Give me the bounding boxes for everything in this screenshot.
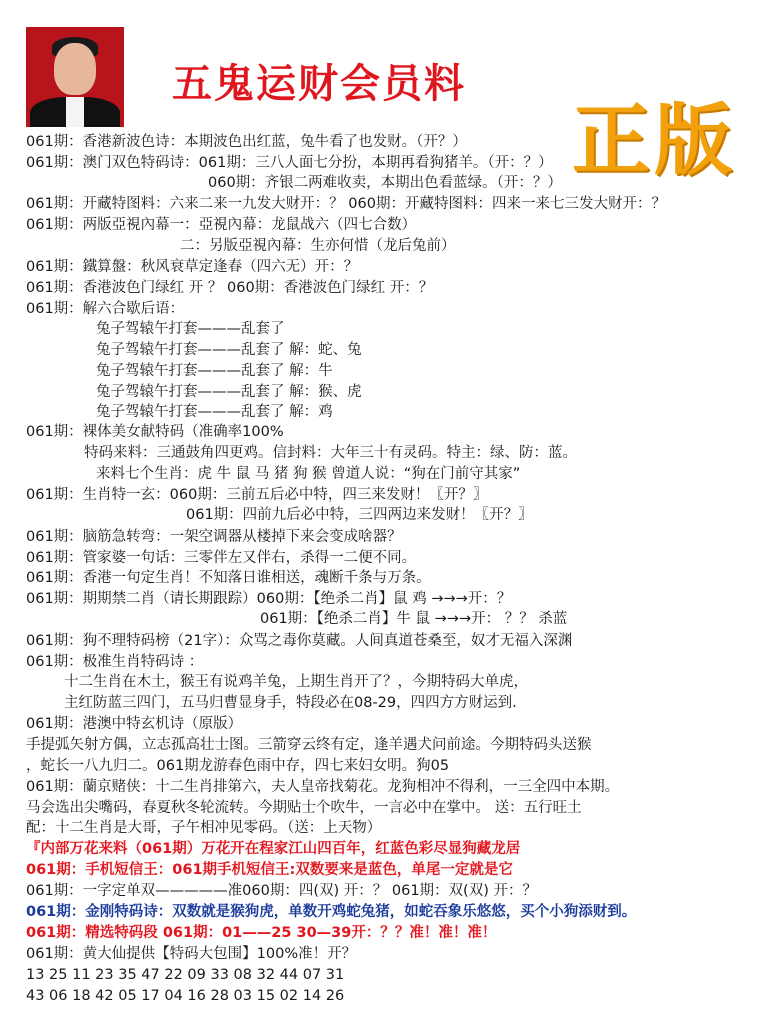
text-line: 来料七个生肖：虎 牛 鼠 马 猪 狗 猴 曾道人说：“狗在门前守其家”: [96, 466, 521, 482]
portrait-face: [54, 43, 96, 95]
text-line: 兔子驾辕午打套———乱套了: [96, 321, 285, 337]
text-line: 061期：澳门双色特码诗：061期：三八人面七分扮，本期再看狗猪羊。（开：？）: [26, 155, 553, 171]
text-line: 061期：香港新波色诗：本期波色出红蓝，兔牛看了也发财。（开？）: [26, 134, 467, 150]
text-line: 兔子驾辕午打套———乱套了 解：蛇、兔: [96, 342, 362, 358]
text-line: 13 25 11 23 35 47 22 09 33 08 32 44 07 31: [26, 967, 345, 983]
text-line: 二：另版亞視內幕：生亦何惜（龙后兔前）: [180, 238, 456, 254]
text-line: 061期：一字定单双—————准060期：四(双) 开：？ 061期：双(双) 开：？: [26, 883, 537, 899]
text-line: 061期：黄大仙提供【特码大包围】100%准！开？: [26, 946, 357, 962]
text-line: 061期：手机短信王：061期手机短信王:双数要来是蓝色，单尾一定就是它: [26, 862, 513, 878]
text-line: 兔子驾辕午打套———乱套了 解：鸡: [96, 404, 333, 420]
text-line: 马会选出尖嘴码，春夏秋冬轮流转。今期贴士个吹牛，一言必中在掌中。 送：五行旺土: [26, 800, 582, 816]
text-line: 061期：蘭京赌侠：十二生肖排第六，夫人皇帝找菊花。龙狗相冲不得利，一三全四中本期。: [26, 779, 620, 795]
text-line: 060期：齐银二两难收卖，本期出色看蓝绿。（开：？）: [208, 175, 562, 191]
text-line: 061期：四前九后必中特，三四两边来发财！〖开？〗: [186, 507, 533, 523]
text-line: 061期：期期禁二肖（请长期跟踪）060期：【绝杀二肖】鼠 鸡 →→→开：？: [26, 591, 512, 607]
text-line: 兔子驾辕午打套———乱套了 解：牛: [96, 363, 333, 379]
text-line: 主红防蓝三四门，五马归曹显身手，特段必在08-29，四四方方财运到.: [64, 695, 517, 711]
text-line: 061期：解六合歇后语：: [26, 301, 185, 317]
text-line: ，蛇长一八九归二。061期龙游春色雨中存，四七来妇女明。狗05: [26, 758, 450, 774]
text-line: 配：十二生肖是大哥，子午相冲见零码。（送：上天物）: [26, 820, 382, 836]
text-line: 061期：【绝杀二肖】牛 鼠 →→→开： ？？ 杀蓝: [260, 611, 568, 627]
text-line: 061期：金刚特码诗：双数就是猴狗虎，单数开鸡蛇兔猪，如蛇吞象乐悠悠，买个小狗添财到。: [26, 904, 637, 920]
text-line: 十二生肖在木土，猴王有说鸡羊兔，上期生肖开了？，今期特码大单虎，: [64, 674, 528, 690]
text-line: 43 06 18 42 05 17 04 16 28 03 15 02 14 26: [26, 988, 345, 1004]
text-line: 061期：鐵算盤：秋风衰草定逢春（四六无）开：？: [26, 259, 359, 275]
genuine-stamp: 正版: [572, 95, 737, 186]
text-line: 061期：裸体美女献特码（准确率100%: [26, 424, 284, 440]
text-line: 061期：精选特码段 061期：01——25 30—39开：？？准！准！准！: [26, 925, 497, 941]
text-line: 061期：脑筋急转弯：一架空调器从楼掉下来会变成啥器？: [26, 529, 402, 545]
text-line: 061期：香港一句定生肖！不知落日谁相送，魂断千条与万条。: [26, 570, 431, 586]
text-line: 061期：香港波色门绿红 开 ？ 060期：香港波色门绿红 开：？: [26, 280, 434, 296]
text-line: 061期：港澳中特玄机诗（原版）: [26, 716, 243, 732]
page-title: 五鬼运财会员料: [172, 60, 466, 107]
portrait-photo: [26, 27, 124, 127]
text-line: 061期：管家婆一句话：三零伴左又伴右，杀得一二便不同。: [26, 550, 417, 566]
text-line: 061期：生肖特一玄：060期：三前五后必中特，四三来发财！〖开？〗: [26, 487, 488, 503]
text-line: 061期：狗不理特码榜（21字）：众骂之毒你莫藏。人间真道苍桑至，奴才无福入深渊: [26, 633, 573, 649]
text-line: 061期：极准生肖特码诗 ：: [26, 654, 204, 670]
text-line: 手提弧矢射方偶，立志孤高壮士图。三箭穿云终有定，逢羊遇犬问前途。今期特码头送猴: [26, 737, 592, 753]
text-line: 061期：两版亞視內幕一：亞視內幕：龙鼠战六（四七合数）: [26, 217, 417, 233]
text-line: 『内部万花来料（061期）万花开在程家江山四百年，红蓝色彩尽显狗藏龙居: [26, 841, 521, 857]
text-line: 061期：开藏特图料：六来二来一九发大财开：？ 060期：开藏特图料：四来一来七三发大财开：？: [26, 196, 666, 212]
portrait-shirt: [66, 97, 84, 127]
text-line: 特码来料：三通鼓角四更鸡。信封料：大年三十有灵码。特主：绿、防：蓝。: [84, 445, 577, 461]
text-line: 兔子驾辕午打套———乱套了 解：猴、虎: [96, 384, 362, 400]
